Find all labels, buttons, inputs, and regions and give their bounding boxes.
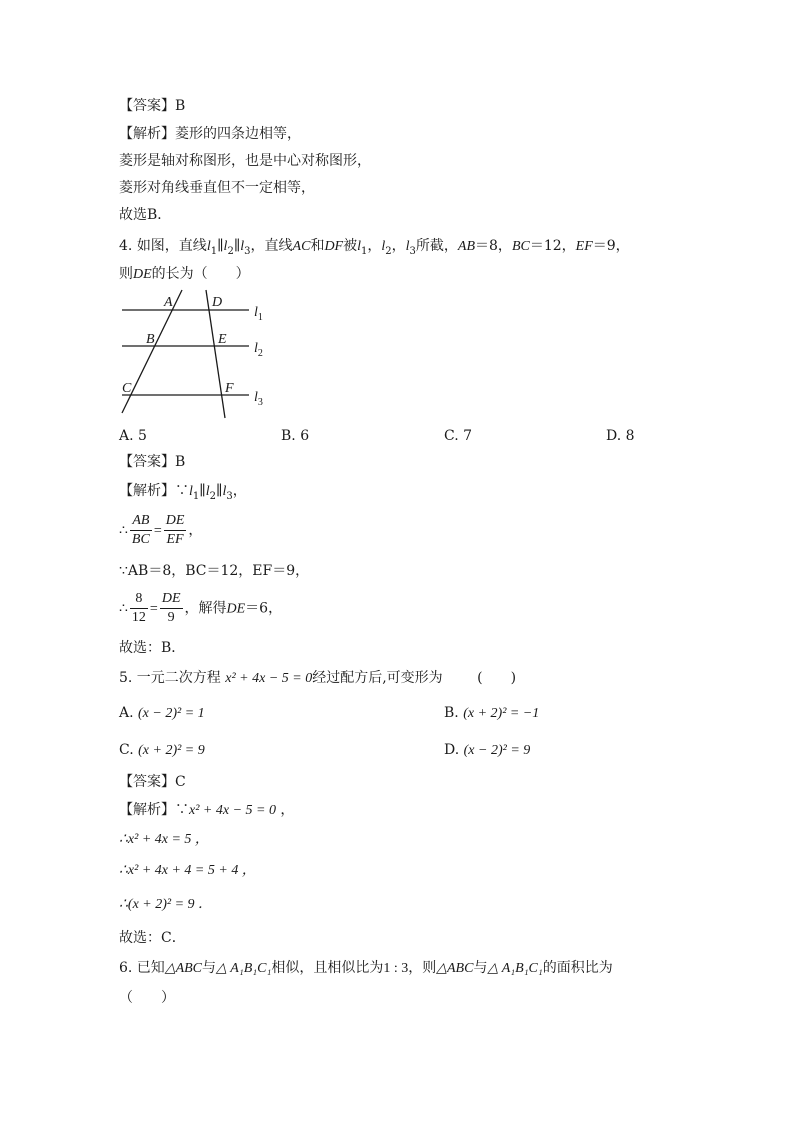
- option-c: C. 7: [444, 428, 473, 444]
- question-6-text: 6. 已知△ABC与△ A₁B₁C₁相似，且相似比为1 : 3，则△ABC与△ A₁B₁C₁的面积比为: [119, 960, 613, 976]
- step-line: ∴(x + 2)² = 9 ．: [119, 897, 213, 912]
- analysis-line: 菱形是轴对称图形，也是中心对称图形，: [119, 153, 371, 169]
- q5-option-b: B. (x + 2)² = −1: [444, 705, 540, 721]
- label-b: B: [146, 332, 155, 347]
- step-line: ∴x² + 4x = 5 ，: [119, 832, 209, 847]
- analysis-line: 故选B．: [119, 207, 172, 223]
- solve-equation: ∴ $\frac{8}{12}$ = $\frac{DE}{9}$ ，解得DE＝6，: [119, 591, 283, 625]
- answer-label: 【答案】C: [119, 774, 186, 790]
- choose-line: 故选：C．: [119, 930, 186, 946]
- label-d: D: [212, 295, 223, 310]
- label-l3: $l_3$: [254, 390, 263, 408]
- choose-line: 故选：B．: [119, 640, 186, 656]
- option-a: A. 5: [119, 428, 147, 444]
- question-number: 4.: [119, 238, 133, 254]
- analysis-line: 菱形对角线垂直但不一定相等，: [119, 180, 315, 196]
- parallel-lines-figure: [114, 288, 274, 420]
- q5-option-c: C. (x + 2)² = 9: [119, 742, 205, 758]
- option-b: B. 6: [281, 428, 310, 444]
- q5-option-d: D. (x − 2)² = 9: [444, 742, 531, 758]
- question-5-text: 5. 一元二次方程 x² + 4x − 5 = 0经过配方后,可变形为 ( ): [119, 670, 517, 686]
- label-c: C: [122, 381, 132, 396]
- proportion-equation: ∴ $\frac{AB}{BC}$ = $\frac{DE}{EF}$ ，: [119, 513, 203, 547]
- answer-label: 【答案】B: [119, 98, 186, 114]
- question-4-text: 4. 如图，直线$l_1\parallel l_2\parallel l_3$，直线AC和DF被$l_1$，$l_2$，$l_3$所截，AB＝8，BC＝12，EF＝9，: [119, 238, 630, 257]
- question-6-paren: （ ）: [119, 990, 175, 1006]
- label-e: E: [218, 332, 227, 347]
- label-l2: $l_2$: [254, 341, 263, 359]
- label-f: F: [225, 381, 234, 396]
- step-line: ∴x² + 4x + 4 = 5 + 4 ，: [119, 863, 256, 878]
- analysis-line: 【解析】∵x² + 4x − 5 = 0 ，: [119, 802, 295, 818]
- analysis-line: 【解析】$\because l_1\parallel l_2\parallel l_3$，: [119, 483, 247, 502]
- q5-option-a: A. (x − 2)² = 1: [119, 705, 205, 721]
- label-a: A: [164, 295, 173, 310]
- answer-label: 【答案】B: [119, 454, 186, 470]
- question-4-text-line2: 则DE的长为（ ）: [119, 266, 250, 282]
- label-l1: $l_1$: [254, 305, 263, 323]
- option-d: D. 8: [606, 428, 635, 444]
- given-values: ∵AB＝8，BC＝12，EF＝9，: [119, 563, 310, 579]
- analysis-line: 【解析】菱形的四条边相等，: [119, 126, 301, 142]
